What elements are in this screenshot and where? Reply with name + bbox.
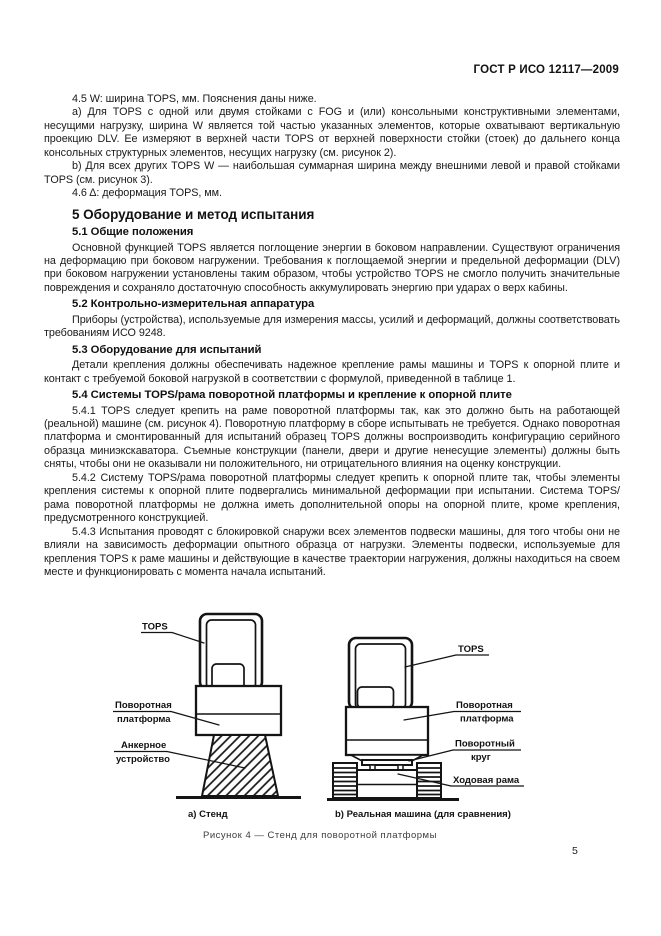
stand-anchor-label-line1: Анкерное: [121, 740, 167, 751]
machine-circle-label-line2: круг: [471, 752, 491, 763]
paragraph-4-6: 4.6 Δ: деформация TOPS, мм.: [72, 187, 223, 200]
section-heading-5-2: 5.2 Контрольно-измерительная аппаратура: [72, 298, 315, 311]
paragraph-5-3: Детали крепления должны обеспечивать надежное крепление рамы машины и TOPS к опорной плите и контакт с требуемой боковой нагрузкой в соответствии с формулой, приведенной в таблице 1.: [44, 359, 620, 385]
stand-drawing: [113, 614, 301, 820]
figure-4-drawing: [0, 605, 661, 855]
stand-anchor-device: [202, 735, 278, 796]
paragraph-5-4-3: 5.4.3 Испытания проводят с блокировкой снаружи всех элементов подвески машины, для того чтобы они не влияли на зависимость деформации опытного образца от нагрузки. Элементы подвески, используемые для крепления TOPS к раме машины и действующие в качестве траектории нагружения, должны находиться на своем месте и функционировать с момента начала испытаний.: [44, 525, 620, 578]
page-header: ГОСТ Р ИСО 12117—2009: [473, 64, 619, 76]
stand-caption: а) Стенд: [188, 809, 228, 820]
machine-platform: [346, 707, 428, 755]
paragraph-5-2: Приборы (устройства), используемые для измерения массы, усилий и деформаций, должны соответствовать требованиям ИСО 9248.: [44, 313, 620, 340]
machine-platform-label-line2: платформа: [460, 713, 514, 725]
paragraph-4-5b: b) Для всех других TOPS W — наибольшая суммарная ширина между внешними левой и правой стойками TOPS (см. рисунок 3).: [44, 160, 620, 186]
machine-circle-label-line1: Поворотный: [455, 738, 515, 750]
stand-platform: [196, 686, 281, 735]
stand-anchor-label-line2: устройство: [116, 754, 170, 765]
section-heading-5-1: 5.1 Общие положения: [72, 226, 194, 239]
figure-caption: Рисунок 4 — Стенд для поворотной платформы: [203, 830, 437, 841]
section-heading-5-4: 5.4 Системы TOPS/рама поворотной платформы и крепление к опорной плите: [72, 389, 512, 402]
stand-tops-label: TOPS: [142, 621, 168, 633]
paragraph-5-4-1: 5.4.1 TOPS следует крепить на раме поворотной платформы так, как это должно быть на работающей (реальной) машине (см. рисунок 4). Поворотную платформу в сборе испытывать не требуется. Однако поворотная платформа и смонтированный для испытаний образец TOPS должны воспроизводить конфигурацию серийного образца миниэкскаватора. Съемные конструкции (панели, двери и другие ненесущие элементы) должны быть сняты, чтобы они не оказывали ни положительного, ни отрицательного влияния на оценку конструкции.: [44, 404, 620, 471]
page-number: 5: [572, 845, 578, 857]
machine-platform-label-line1: Поворотная: [456, 700, 513, 711]
section-heading-5: 5 Оборудование и метод испытания: [72, 206, 315, 222]
document-body: [44, 93, 620, 613]
machine-track-left: [333, 763, 357, 798]
stand-platform-label-line2: платформа: [117, 714, 171, 725]
section-heading-5-3: 5.3 Оборудование для испытаний: [72, 343, 262, 356]
machine-frame-label: Ходовая рама: [453, 775, 520, 786]
machine-tops-label: TOPS: [458, 644, 484, 655]
machine-seat: [358, 687, 394, 708]
paragraph-4-5: 4.5 W: ширина TOPS, мм. Пояснения даны ниже.: [72, 93, 317, 105]
paragraph-5-1: Основной функцией TOPS является поглощение энергии в боковом направлении. Существуют ограничения на деформацию при боковом нагружении. Требования к поглощаемой энергии и предельной деформации (DLV) при боковом нагружении установлены таким образом, чтобы устройство TOPS не смогло получить значительные повреждения и сохраняло достаточную способность аккумулировать энергию при ударах о верх кабины.: [44, 241, 620, 294]
machine-caption: b) Реальная машина (для сравнения): [335, 809, 511, 820]
paragraph-5-4-2: 5.4.2 Систему TOPS/рама поворотной платформы следует крепить к опорной плите так, чтобы элементы крепления системы к опорной плите подвергались минимальной деформации при испытании. Система TOPS/рама поворотной платформы не должна иметь дополнительной опоры на опорной плите, кроме крепления, предусмотренного конструкцией.: [44, 471, 620, 525]
paragraph-4-5a: a) Для TOPS с одной или двумя стойками с FOG и (или) консольными конструктивными элементами, несущими нагрузку, ширина W является той частью указанных элементов, которые охватывают вертикальную проекцию DLV. Ее измеряют в верхней части TOPS от верхней поверхности стойки (стоек) до дальнего конца консольных структурных элементов, несущих нагрузку (см. рисунок 2).: [44, 106, 620, 159]
stand-platform-label-line1: Поворотная: [115, 700, 172, 711]
machine-drawing: [327, 638, 524, 820]
